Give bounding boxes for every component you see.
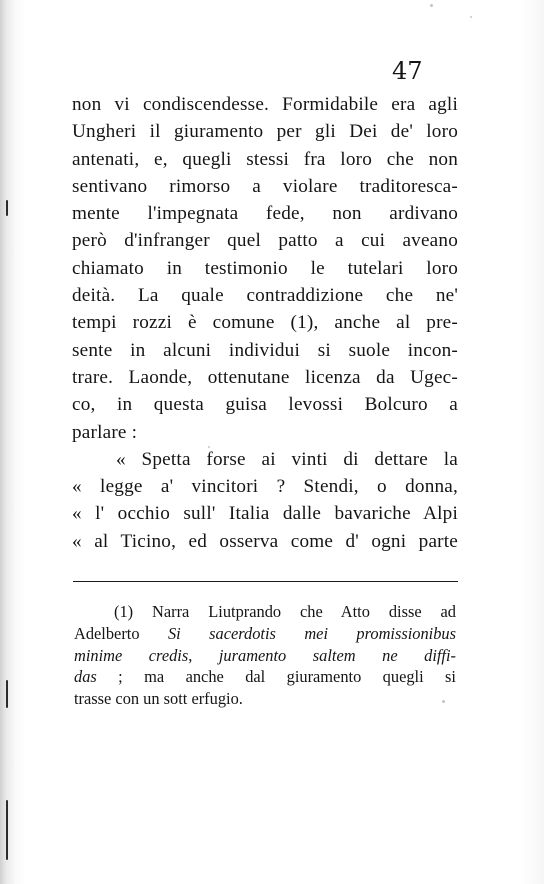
- text-line: Ungheri il giuramento per gli Dei de' loro: [72, 121, 458, 143]
- footnote-line: [74, 601, 456, 623]
- footnote-line: [74, 623, 456, 645]
- spine-mark: [6, 680, 8, 708]
- text-line: non vi condiscendesse. Formidabile era agli: [72, 94, 458, 115]
- text-line: mente l'impegnata fede, non ardivano: [72, 203, 458, 225]
- paper-speck: [442, 700, 445, 703]
- text-line: deità. La quale contraddizione che ne': [72, 285, 458, 307]
- paper-speck: [208, 446, 210, 448]
- footnote: [74, 601, 456, 710]
- page-number: 47: [392, 57, 423, 85]
- paper-speck: [470, 16, 472, 18]
- footnote-line: [74, 666, 456, 688]
- quote-line: « al Ticino, ed osserva come d' ogni parte: [72, 530, 458, 552]
- text-line: sentivano rimorso a violare traditoresca-: [72, 175, 458, 197]
- quote-line: « Spetta forse ai vinti di dettare la: [116, 448, 458, 470]
- body-text: [72, 91, 458, 555]
- spine-mark: [6, 800, 8, 860]
- footnote-latin-quote: Si sacerdotis mei promissionibus: [167, 623, 456, 643]
- spine-mark: [6, 200, 8, 216]
- text-line: parlare :: [72, 421, 138, 443]
- footnote-line: [74, 645, 456, 667]
- text-line: chiamato in testimonio le tutelari loro: [72, 257, 458, 279]
- quote-line: « legge a' vincitori ? Stendi, o donna,: [72, 476, 458, 498]
- text-line: antenati, e, quegli stessi fra loro che non: [72, 148, 458, 170]
- footnote-separator: [73, 581, 458, 582]
- footnote-latin-quote: minime credis: [74, 645, 189, 665]
- footnote-text: ; ma anche dal giuramento quegli si: [96, 667, 456, 687]
- footnote-text: Adelberto: [74, 623, 168, 643]
- text-line: trare. Laonde, ottenutane licenza da Ugec-: [72, 366, 458, 388]
- quote-line: « l' occhio sull' Italia dalle bavariche Alpi: [72, 503, 458, 525]
- text-line: tempi rozzi è comune (1), anche al pre-: [72, 312, 458, 334]
- footnote-text: ,: [188, 645, 219, 665]
- footnote-text: (1) Narra Liutprando che Atto disse ad: [114, 602, 456, 621]
- footnote-text: trasse con un sott erfugio.: [74, 689, 243, 709]
- footnote-line: [74, 688, 456, 710]
- footnote-latin-quote: das: [74, 667, 97, 687]
- text-line: però d'infranger quel patto a cui aveano: [72, 230, 458, 252]
- paper-speck: [430, 4, 433, 7]
- footnote-latin-quote: juramento saltem ne diffi-: [218, 645, 456, 665]
- text-line: sente in alcuni individui si suole incon-: [72, 339, 458, 361]
- text-line: co, in questa guisa levossi Bolcuro a: [72, 394, 458, 416]
- book-spine-shadow: [0, 0, 14, 884]
